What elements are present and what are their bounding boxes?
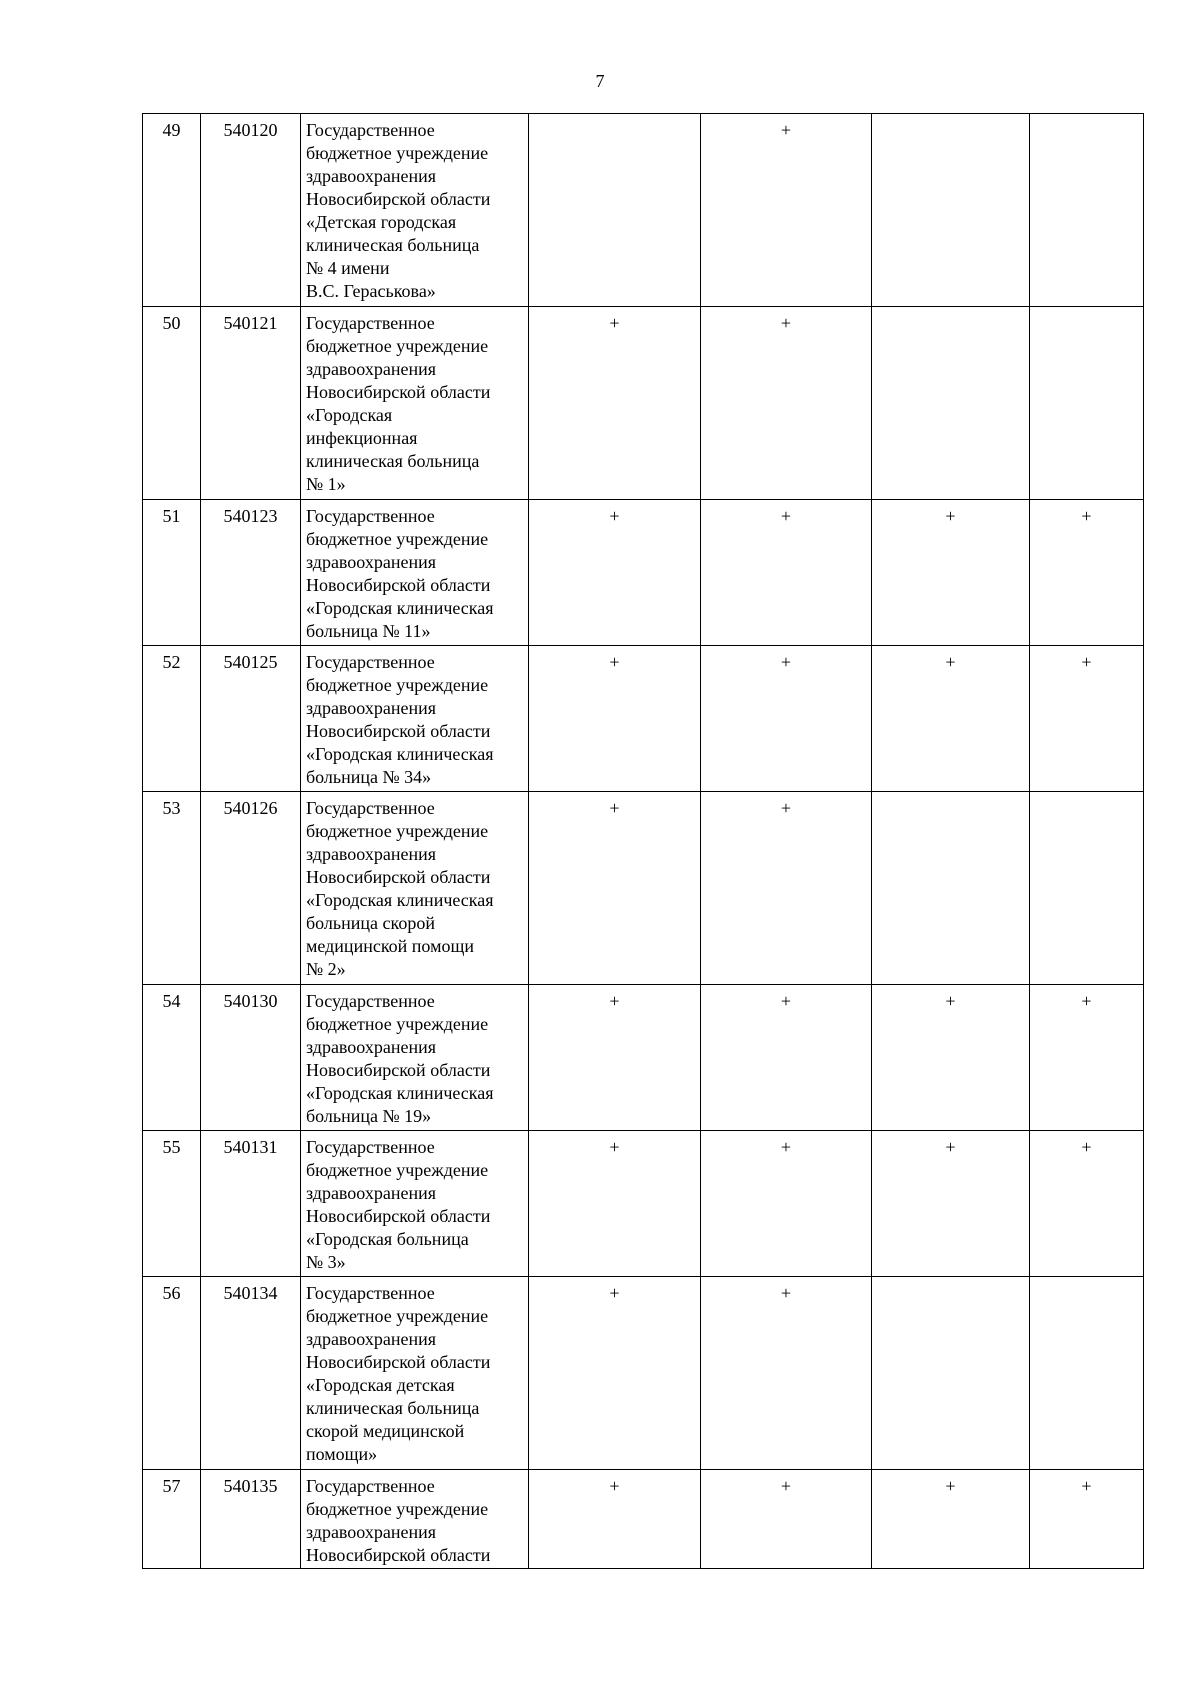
registry-code-cell: 540121 xyxy=(201,307,301,500)
institution-name-line: Государственное xyxy=(306,120,435,140)
row-number-cell: 55 xyxy=(143,1131,201,1277)
institution-name-line: «Городская клиническая xyxy=(306,744,494,764)
institution-name-line: Государственное xyxy=(306,1476,435,1496)
mark-cell-3: + xyxy=(872,646,1030,792)
mark-cell-4 xyxy=(1030,1277,1144,1470)
page-number: 7 xyxy=(595,71,605,91)
mark-cell-2: + xyxy=(701,1131,872,1277)
institution-name-line: медицинской помощи xyxy=(306,936,474,956)
row-number-cell: 49 xyxy=(143,114,201,307)
institution-name-line: Новосибирской области xyxy=(306,1545,491,1565)
table-row xyxy=(143,307,1144,500)
institution-name-cell xyxy=(301,1470,529,1569)
table-row xyxy=(143,792,1144,985)
institution-name-line: бюджетное учреждение xyxy=(306,675,489,695)
institution-name-line: № 4 имени xyxy=(306,258,390,278)
mark-cell-1: + xyxy=(529,985,701,1131)
institution-name-cell xyxy=(301,114,529,307)
institutions-table xyxy=(142,113,1144,1569)
institution-name-line: Новосибирской области xyxy=(306,189,491,209)
mark-cell-4 xyxy=(1030,114,1144,307)
mark-cell-2: + xyxy=(701,500,872,646)
institution-name-line: здравоохранения xyxy=(306,166,437,186)
institution-name-line: помощи» xyxy=(306,1444,378,1464)
row-number-cell: 53 xyxy=(143,792,201,985)
institution-name-cell xyxy=(301,985,529,1131)
institution-name-line: бюджетное учреждение xyxy=(306,143,489,163)
row-number-cell: 56 xyxy=(143,1277,201,1470)
institution-name-line: больница № 34» xyxy=(306,767,432,787)
row-number-cell: 50 xyxy=(143,307,201,500)
row-number-cell: 54 xyxy=(143,985,201,1131)
institution-name-line: больница скорой xyxy=(306,913,435,933)
institution-name-line: № 2» xyxy=(306,959,346,979)
mark-cell-1: + xyxy=(529,1470,701,1569)
institution-name-line: № 1» xyxy=(306,474,346,494)
institution-name-line: В.С. Гераськова» xyxy=(306,281,436,301)
table-row xyxy=(143,985,1144,1131)
institution-name-cell xyxy=(301,1277,529,1470)
institution-name-line: больница № 19» xyxy=(306,1106,432,1126)
institution-name-line: скорой медицинской xyxy=(306,1421,465,1441)
institution-name-line: здравоохранения xyxy=(306,844,437,864)
institution-name-line: «Городская больница xyxy=(306,1229,469,1249)
mark-cell-3 xyxy=(872,1277,1030,1470)
table-row xyxy=(143,1470,1144,1569)
mark-cell-3 xyxy=(872,792,1030,985)
registry-code-cell: 540120 xyxy=(201,114,301,307)
mark-cell-1: + xyxy=(529,792,701,985)
institution-name-line: здравоохранения xyxy=(306,1522,437,1542)
registry-code-cell: 540134 xyxy=(201,1277,301,1470)
table-row xyxy=(143,646,1144,792)
institution-name-cell xyxy=(301,1131,529,1277)
institution-name-line: «Городская клиническая xyxy=(306,890,494,910)
registry-code-cell: 540130 xyxy=(201,985,301,1131)
institution-name-line: Государственное xyxy=(306,506,435,526)
table-row xyxy=(143,1131,1144,1277)
institution-name-line: «Детская городская xyxy=(306,212,457,232)
mark-cell-4: + xyxy=(1030,646,1144,792)
mark-cell-3 xyxy=(872,307,1030,500)
institution-name-line: здравоохранения xyxy=(306,698,437,718)
mark-cell-3: + xyxy=(872,500,1030,646)
institution-name-line: здравоохранения xyxy=(306,552,437,572)
row-number-cell: 57 xyxy=(143,1470,201,1569)
mark-cell-4: + xyxy=(1030,1131,1144,1277)
institution-name-line: Новосибирской области xyxy=(306,575,491,595)
mark-cell-4 xyxy=(1030,792,1144,985)
mark-cell-3 xyxy=(872,114,1030,307)
institution-name-line: Государственное xyxy=(306,313,435,333)
institution-name-line: Новосибирской области xyxy=(306,1206,491,1226)
mark-cell-2: + xyxy=(701,985,872,1131)
institution-name-line: «Городская клиническая xyxy=(306,598,494,618)
institution-name-line: «Городская клиническая xyxy=(306,1083,494,1103)
table-row xyxy=(143,1277,1144,1470)
registry-code-cell: 540123 xyxy=(201,500,301,646)
mark-cell-1: + xyxy=(529,646,701,792)
institution-name-line: Государственное xyxy=(306,1283,435,1303)
table-body xyxy=(143,114,1144,1569)
mark-cell-1: + xyxy=(529,1277,701,1470)
institution-name-cell xyxy=(301,500,529,646)
institution-name-line: больница № 11» xyxy=(306,621,431,641)
mark-cell-4: + xyxy=(1030,500,1144,646)
institution-name-line: № 3» xyxy=(306,1252,346,1272)
institution-name-line: клиническая больница xyxy=(306,1398,480,1418)
registry-code-cell: 540125 xyxy=(201,646,301,792)
institution-name-line: «Городская детская xyxy=(306,1375,455,1395)
institution-name-line: Государственное xyxy=(306,991,435,1011)
mark-cell-2: + xyxy=(701,792,872,985)
institution-name-line: бюджетное учреждение xyxy=(306,1306,489,1326)
institution-name-cell xyxy=(301,792,529,985)
row-number-cell: 52 xyxy=(143,646,201,792)
registry-code-cell: 540131 xyxy=(201,1131,301,1277)
institution-name-line: здравоохранения xyxy=(306,359,437,379)
mark-cell-2: + xyxy=(701,307,872,500)
table-row xyxy=(143,114,1144,307)
institution-name-line: здравоохранения xyxy=(306,1183,437,1203)
institution-name-line: Новосибирской области xyxy=(306,1352,491,1372)
institution-name-line: «Городская xyxy=(306,405,393,425)
institution-name-line: Новосибирской области xyxy=(306,867,491,887)
mark-cell-2: + xyxy=(701,1470,872,1569)
mark-cell-2: + xyxy=(701,646,872,792)
mark-cell-3: + xyxy=(872,1131,1030,1277)
registry-code-cell: 540126 xyxy=(201,792,301,985)
mark-cell-2: + xyxy=(701,1277,872,1470)
institution-name-line: Государственное xyxy=(306,1137,435,1157)
row-number-cell: 51 xyxy=(143,500,201,646)
institution-name-line: Государственное xyxy=(306,652,435,672)
mark-cell-2: + xyxy=(701,114,872,307)
institution-name-line: Новосибирской области xyxy=(306,382,491,402)
institution-name-cell xyxy=(301,307,529,500)
institution-name-line: инфекционная xyxy=(306,428,418,448)
mark-cell-3: + xyxy=(872,985,1030,1131)
mark-cell-3: + xyxy=(872,1470,1030,1569)
mark-cell-1: + xyxy=(529,1131,701,1277)
institution-name-line: Государственное xyxy=(306,798,435,818)
mark-cell-4 xyxy=(1030,307,1144,500)
registry-code-cell: 540135 xyxy=(201,1470,301,1569)
institution-name-line: клиническая больница xyxy=(306,235,480,255)
institution-name-cell xyxy=(301,646,529,792)
table-row xyxy=(143,500,1144,646)
institution-name-line: бюджетное учреждение xyxy=(306,821,489,841)
institution-name-line: бюджетное учреждение xyxy=(306,1499,489,1519)
mark-cell-1: + xyxy=(529,500,701,646)
institution-name-line: здравоохранения xyxy=(306,1329,437,1349)
mark-cell-1 xyxy=(529,114,701,307)
institution-name-line: бюджетное учреждение xyxy=(306,529,489,549)
institution-name-line: клиническая больница xyxy=(306,451,480,471)
institution-name-line: Новосибирской области xyxy=(306,1060,491,1080)
institution-name-line: бюджетное учреждение xyxy=(306,1014,489,1034)
mark-cell-4: + xyxy=(1030,1470,1144,1569)
institution-name-line: бюджетное учреждение xyxy=(306,1160,489,1180)
mark-cell-1: + xyxy=(529,307,701,500)
institution-name-line: Новосибирской области xyxy=(306,721,491,741)
institution-name-line: бюджетное учреждение xyxy=(306,336,489,356)
institution-name-line: здравоохранения xyxy=(306,1037,437,1057)
mark-cell-4: + xyxy=(1030,985,1144,1131)
